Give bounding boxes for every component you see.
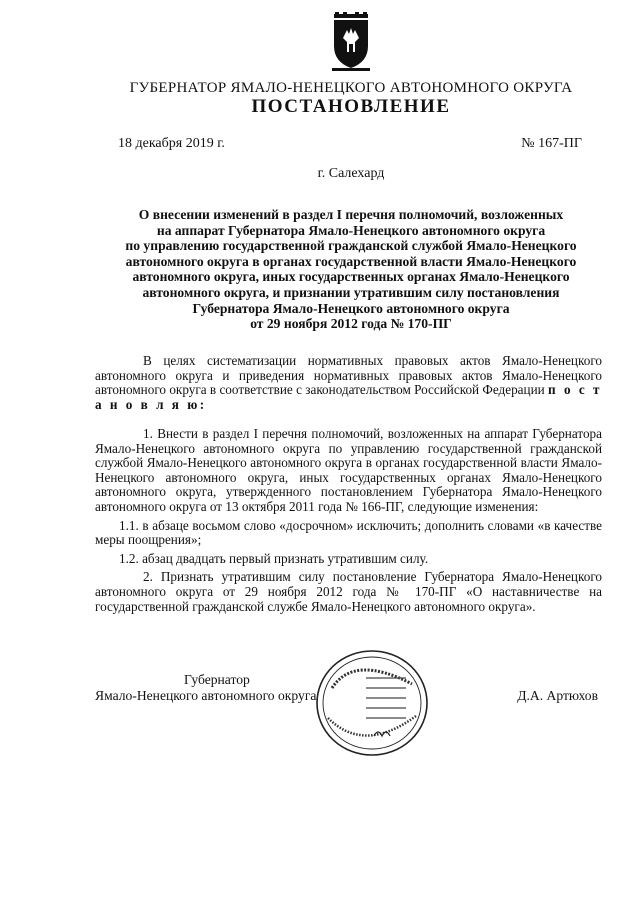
signatory-title-line1: Губернатор (184, 672, 250, 687)
title-line: О внесении изменений в раздел I перечня полномочий, возложенных (138, 207, 564, 222)
document-city: г. Салехард (317, 166, 385, 181)
official-stamp-seal (314, 648, 430, 758)
item-2: 2. Признать утратившим силу постановление Губернатора Ямало-Ненецкого автономного округа от 29 ноября 2012 года № 170-ПГ «О наставничестве на государственной гражданской службе Ямало-Ненецкого автономного округа». (95, 569, 602, 614)
resolution-items (95, 427, 602, 618)
title-line: автономного округа в органах государственной власти Ямало-Ненецкого (125, 253, 577, 269)
title-line: Губернатора Ямало-Ненецкого автономного округа (192, 300, 510, 316)
coat-of-arms-emblem (329, 8, 373, 76)
document-number: № 167-ПГ (521, 136, 582, 151)
item-1-2: 1.2. абзац двадцать первый признать утратившим силу. (119, 550, 429, 566)
document-title (96, 207, 606, 332)
preamble-paragraph (95, 354, 602, 416)
preamble-text: В целях систематизации нормативных правовых актов Ямало-Ненецкого автономного округа и приведения нормативных правовых актов Ямало-Ненецкого автономного округа в соответствие с законодательством Российской Федерации (95, 353, 602, 398)
signatory-name: Д.А. Артюхов (517, 688, 598, 703)
document-type: ПОСТАНОВЛЕНИЕ (251, 96, 451, 117)
title-line: от 29 ноября 2012 года № 170-ПГ (250, 316, 452, 332)
document-date: 18 декабря 2019 г. (118, 136, 225, 151)
title-line: на аппарат Губернатора Ямало-Ненецкого автономного округа (156, 222, 546, 238)
title-line: автономного округа, и признании утратившим силу постановления (142, 284, 560, 300)
title-line: автономного округа, иных государственных органах Ямало-Ненецкого (132, 269, 570, 285)
title-line: по управлению государственной гражданской службой Ямало-Ненецкого (125, 238, 577, 254)
issuing-authority: ГУБЕРНАТОР ЯМАЛО-НЕНЕЦКОГО АВТОНОМНОГО ОКРУГА (129, 80, 573, 96)
resolve-word: п о с т а н о в л я ю: (95, 382, 603, 412)
signatory-title-line2: Ямало-Ненецкого автономного округа (95, 688, 317, 703)
item-1-1: 1.1. в абзаце восьмом слово «досрочном» исключить; дополнить словами «в качестве меры поощрения»; (95, 517, 602, 548)
item-1: 1. Внести в раздел I перечня полномочий, возложенных на аппарат Губернатора Ямало-Ненецкого автономного округа по управлению государственной гражданской службой Ямало-Ненецкого автономного округа в органах государственной власти Ямало-Ненецкого автономного округа, иных государственных органах Ямало-Ненецкого автономного округа, утвержденного постановлением Губернатора Ямало-Ненецкого автономного округа от 13 октября 2011 года № 166-ПГ, следующие изменения: (95, 426, 602, 514)
